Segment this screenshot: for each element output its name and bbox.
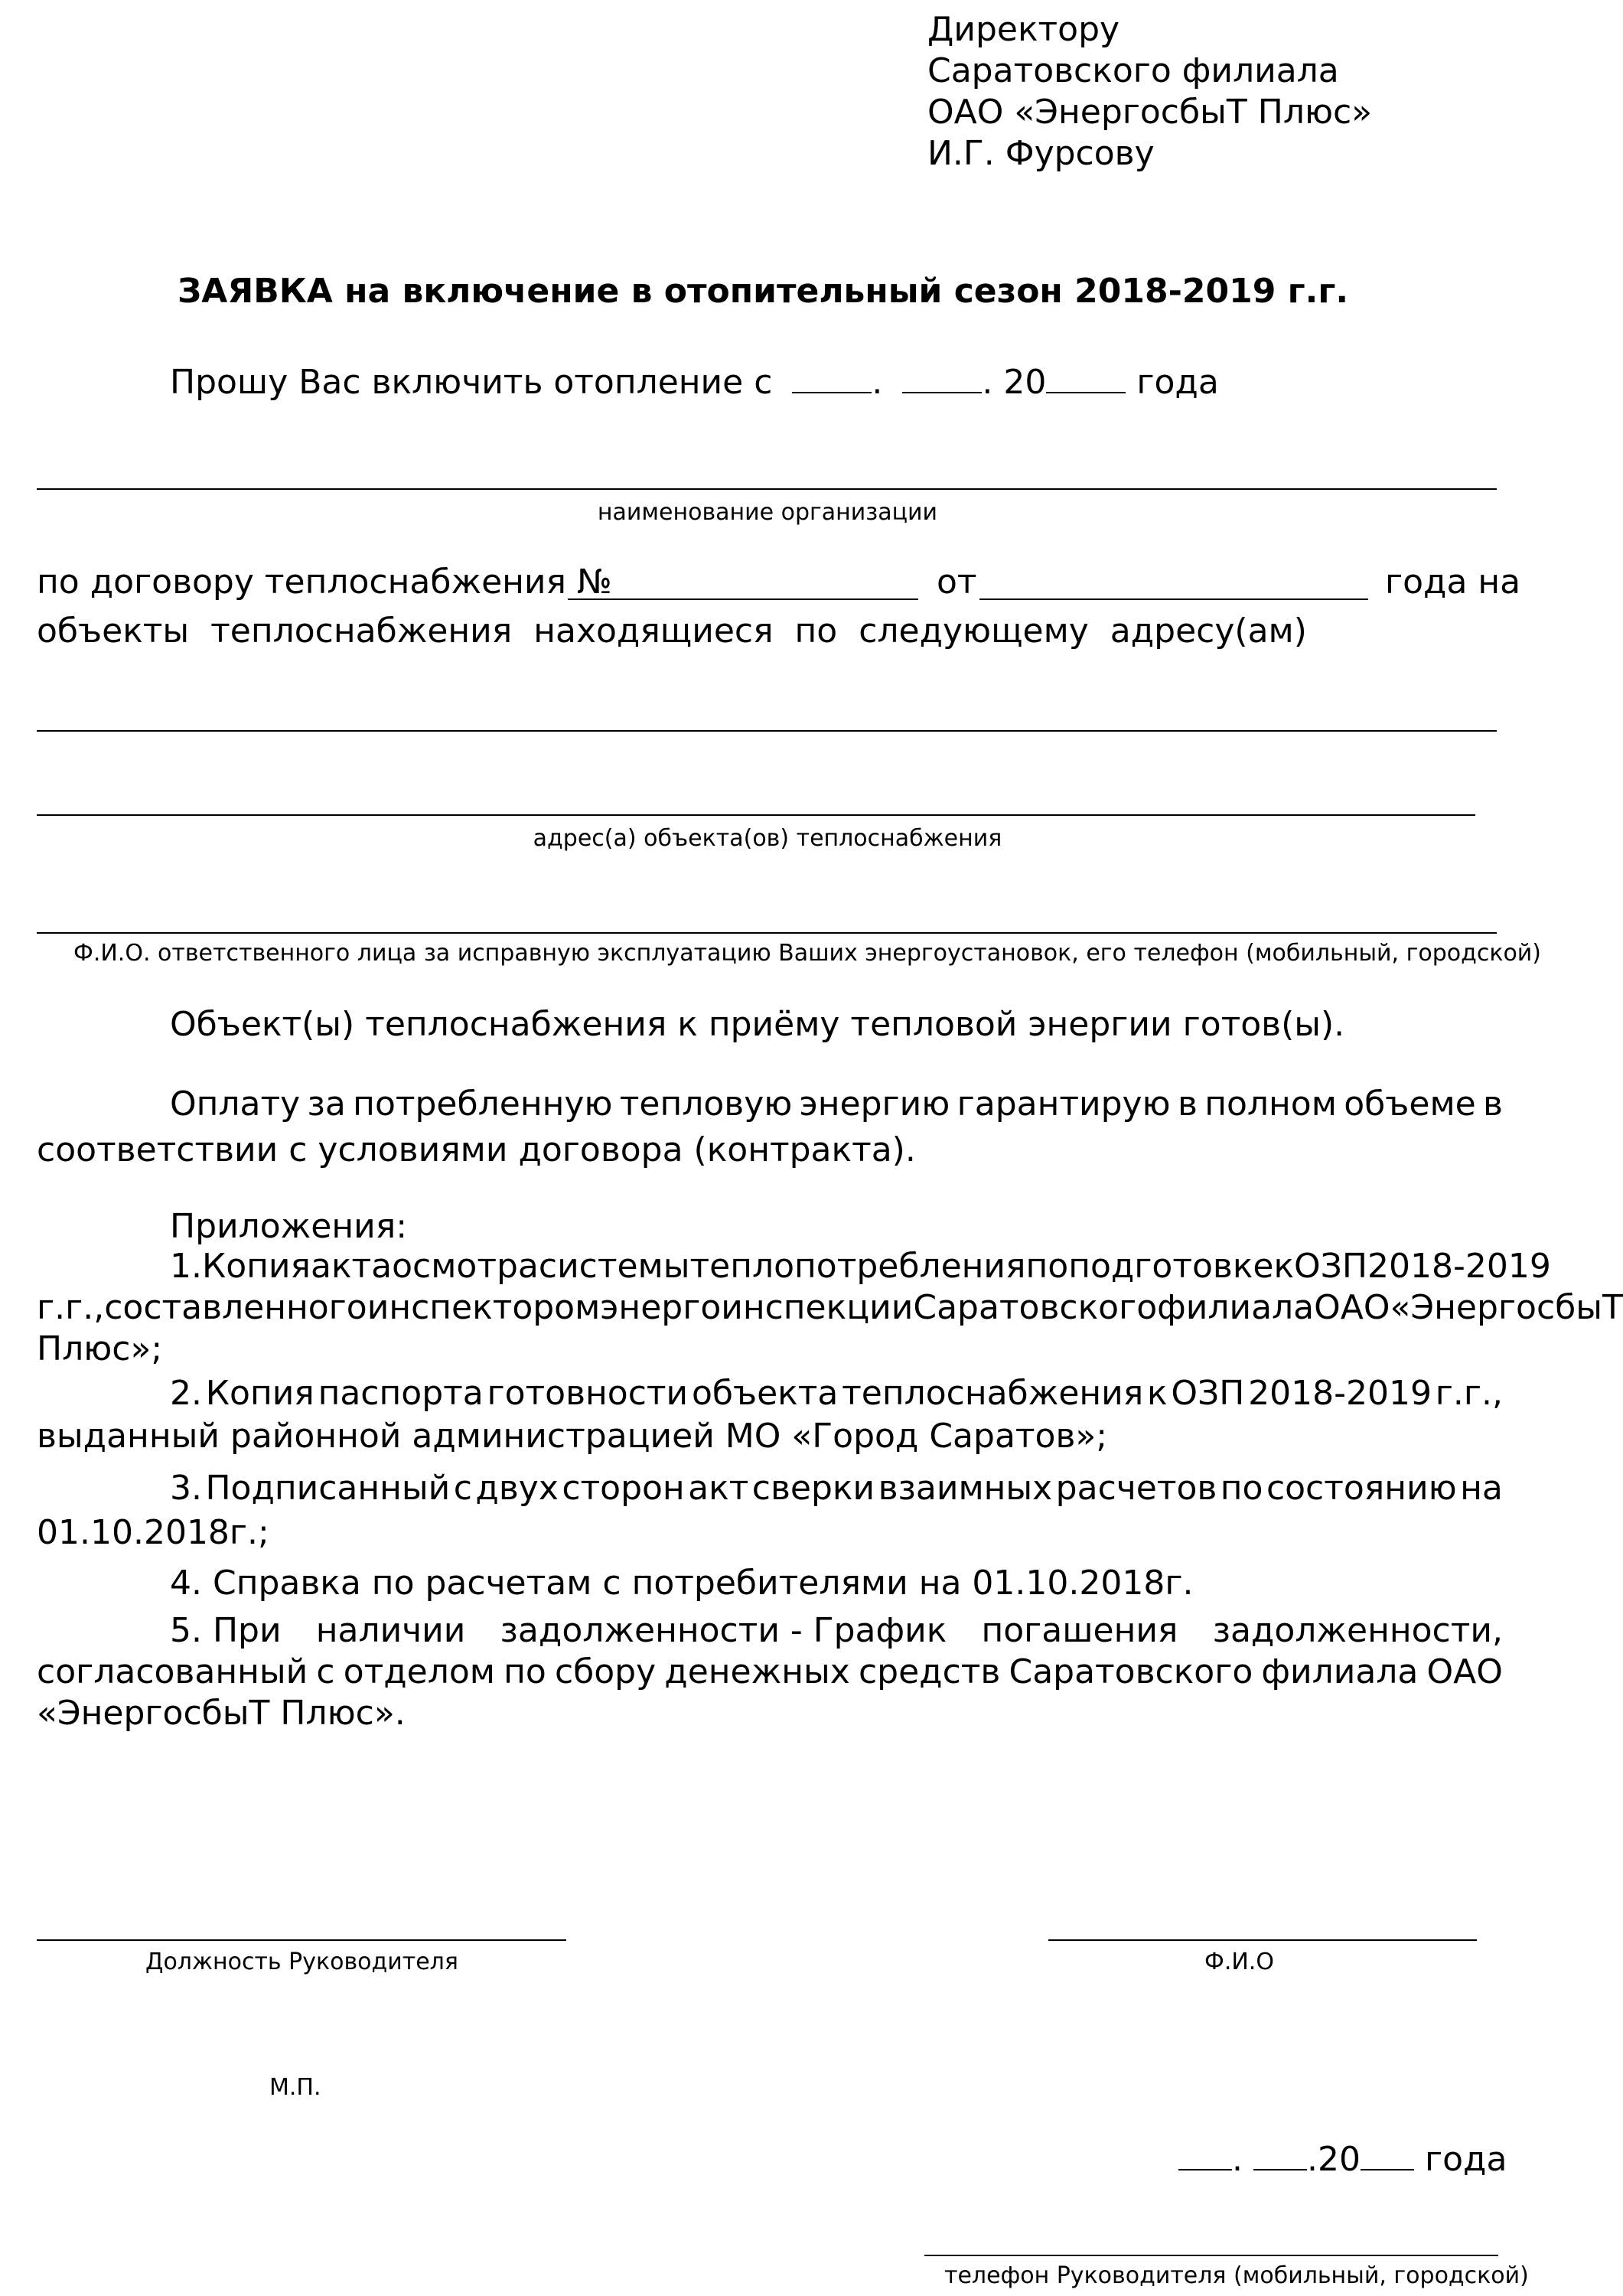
addressee-line-1: Директору bbox=[927, 10, 1120, 49]
request-prefix: Прошу Вас включить отопление с bbox=[170, 363, 773, 402]
request-year-prefix: . 20 bbox=[982, 363, 1047, 402]
payment-line-1: Оплату за потребленную тепловую энергию гарантирую в полном объеме в bbox=[170, 1084, 1503, 1124]
attachment-2-line-1: 2. Копия паспорта готовности объекта теплоснабжения к ОЗП 2018-2019 г.г., bbox=[170, 1374, 1503, 1413]
request-dot: . bbox=[872, 363, 883, 402]
address-field-1[interactable] bbox=[37, 730, 1497, 732]
position-signature-field[interactable] bbox=[37, 1939, 566, 1941]
attachment-1-line-3: Плюс»; bbox=[37, 1329, 163, 1368]
objects-address-line: объекты теплоснабжения находящиеся по следующему адресу(ам) bbox=[37, 612, 1307, 651]
contract-year-on-label: года на bbox=[1385, 563, 1521, 602]
attachment-1-line-2: г.г., составленного инспектором энергоинспекции Саратовского филиала ОАО «ЭнергосбыТ bbox=[37, 1288, 1623, 1327]
phone-field[interactable] bbox=[924, 2255, 1498, 2256]
attachment-3-line-1: 3. Подписанный с двух сторон акт сверки взаимных расчетов по состоянию на bbox=[170, 1469, 1503, 1508]
phone-caption: телефон Руководителя (мобильный, городской) bbox=[944, 2262, 1529, 2289]
attachment-5-line-3: «ЭнергосбыТ Плюс». bbox=[37, 1694, 406, 1733]
position-caption: Должность Руководителя bbox=[145, 1949, 458, 1975]
attachment-4: 4. Справка по расчетам с потребителями на 01.10.2018г. bbox=[170, 1564, 1194, 1603]
request-line bbox=[170, 361, 1219, 403]
contract-label: по договору теплоснабжения № bbox=[37, 563, 612, 602]
document-title: ЗАЯВКА на включение в отопительный сезон 2018-2019 г.г. bbox=[178, 272, 1349, 311]
address-field-2[interactable] bbox=[37, 814, 1475, 816]
year-field[interactable] bbox=[1046, 361, 1126, 393]
responsible-caption: Ф.И.О. ответственного лица за исправную эксплуатацию Ваших энергоустановок, его телефон (мобильный, городской) bbox=[73, 940, 1542, 967]
addressee-line-4: И.Г. Фурсову bbox=[927, 134, 1155, 173]
contract-number-field[interactable] bbox=[568, 598, 918, 600]
signature-month-field[interactable] bbox=[1253, 2138, 1307, 2170]
contract-date-field[interactable] bbox=[979, 598, 1368, 600]
signature-day-field[interactable] bbox=[1178, 2138, 1232, 2170]
attachment-3-line-2: 01.10.2018г.; bbox=[37, 1513, 269, 1552]
organization-caption: наименование организации bbox=[597, 499, 938, 526]
contract-from-label: от bbox=[937, 563, 977, 602]
name-caption: Ф.И.О bbox=[1204, 1949, 1274, 1975]
month-field[interactable] bbox=[902, 361, 982, 393]
day-field[interactable] bbox=[792, 361, 872, 393]
signature-date-line: . .20 года bbox=[1178, 2138, 1507, 2180]
stamp-label: М.П. bbox=[269, 2074, 321, 2101]
attachment-2-line-2: выданный районной администрацией МО «Город Саратов»; bbox=[37, 1417, 1108, 1456]
request-suffix: года bbox=[1136, 363, 1219, 402]
addressee-line-2: Саратовского филиала bbox=[927, 51, 1339, 90]
attachment-5-line-1: 5. При наличии задолженности - График погашения задолженности, bbox=[170, 1611, 1503, 1650]
addressee-line-3: ОАО «ЭнергосбыТ Плюс» bbox=[927, 93, 1373, 132]
attachment-5-line-2: согласованный с отделом по сбору денежных средств Саратовского филиала ОАО bbox=[37, 1652, 1503, 1691]
name-signature-field[interactable] bbox=[1048, 1939, 1477, 1941]
payment-line-2: соответствии с условиями договора (контракта). bbox=[37, 1130, 916, 1169]
organization-name-field[interactable] bbox=[37, 488, 1497, 490]
address-caption: адрес(а) объекта(ов) теплоснабжения bbox=[533, 825, 1002, 852]
responsible-person-field[interactable] bbox=[37, 932, 1497, 934]
signature-year-field[interactable] bbox=[1361, 2138, 1414, 2170]
ready-statement: Объект(ы) теплоснабжения к приёму тепловой энергии готов(ы). bbox=[170, 1005, 1345, 1044]
attachments-heading: Приложения: bbox=[170, 1207, 408, 1246]
attachment-1-line-1: 1. Копия акта осмотра системы теплопотребления по подготовке к ОЗП 2018-2019 bbox=[170, 1247, 1551, 1286]
